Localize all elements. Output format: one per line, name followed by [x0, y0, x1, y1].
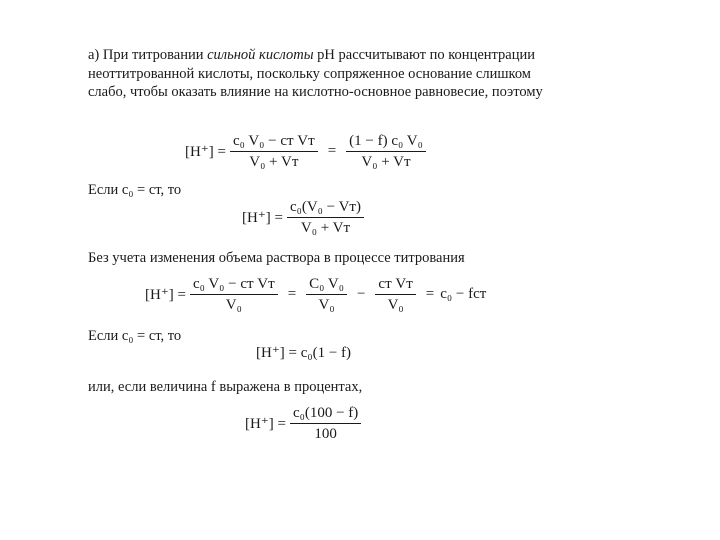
- eq1-frac-1: [230, 133, 318, 170]
- intro-rest: pH рассчитывают по концентрации неоттитрованной кислоты, поскольку сопряженное основание слишком слабо, чтобы оказать влияние на кислотно-основное равновесие, поэтому: [88, 47, 543, 100]
- eq5-den: 100: [314, 426, 337, 442]
- eq3-frac-3: [375, 276, 415, 313]
- paragraph-no-volume: Без учета изменения объема раствора в процессе титрования: [88, 250, 465, 266]
- condition-2: Если c₀ = cт, то: [88, 328, 182, 344]
- condition-1: Если c₀ = cт, то: [88, 182, 182, 198]
- equation-2: [242, 199, 368, 236]
- eq1-equals: =: [327, 143, 337, 159]
- eq1-frac-2: [346, 133, 426, 170]
- eq3-den-3: V₀: [387, 297, 404, 313]
- eq3-equals-2: =: [425, 286, 435, 302]
- eq5-num: c₀(100 − f): [290, 405, 361, 424]
- eq3-num-1: c₀ V₀ − cт Vт: [190, 276, 278, 295]
- eq5-lhs: [H⁺] =: [245, 416, 286, 432]
- eq1-num-2: (1 − f) c₀ V₀: [346, 133, 426, 152]
- eq3-num-2: C₀ V₀: [306, 276, 347, 295]
- eq3-lhs: [H⁺] =: [145, 287, 186, 303]
- eq2-den: V₀ + Vт: [300, 220, 351, 236]
- eq3-den-1: V₀: [225, 297, 242, 313]
- paragraph-intro: [88, 46, 548, 102]
- eq3-den-2: V₀: [318, 297, 335, 313]
- paragraph-percent: или, если величина f выражена в процентах,: [88, 379, 363, 395]
- eq1-num-1: c₀ V₀ − cт Vт: [230, 133, 318, 152]
- equation-1: [185, 133, 430, 170]
- eq3-frac-1: [190, 276, 278, 313]
- eq1-den-1: V₀ + Vт: [249, 154, 299, 170]
- eq3-equals-1: =: [287, 286, 297, 302]
- eq3-rhs: c₀ − fcт: [440, 286, 487, 302]
- eq2-num: c₀(V₀ − Vт): [287, 199, 364, 218]
- eq1-den-2: V₀ + Vт: [361, 154, 411, 170]
- equation-4: [H⁺] = c₀(1 − f): [256, 345, 352, 361]
- eq1-lhs: [H⁺] =: [185, 144, 226, 160]
- equation-5: [245, 405, 365, 442]
- equation-3: [145, 276, 486, 313]
- intro-lead: а) При титровании: [88, 47, 208, 63]
- eq3-frac-2: [306, 276, 347, 313]
- eq5-frac: [290, 405, 361, 442]
- eq2-frac: [287, 199, 364, 236]
- eq3-minus: −: [356, 286, 366, 302]
- intro-italic: сильной кислоты: [207, 47, 314, 63]
- eq2-lhs: [H⁺] =: [242, 210, 283, 226]
- eq3-num-3: cт Vт: [375, 276, 415, 295]
